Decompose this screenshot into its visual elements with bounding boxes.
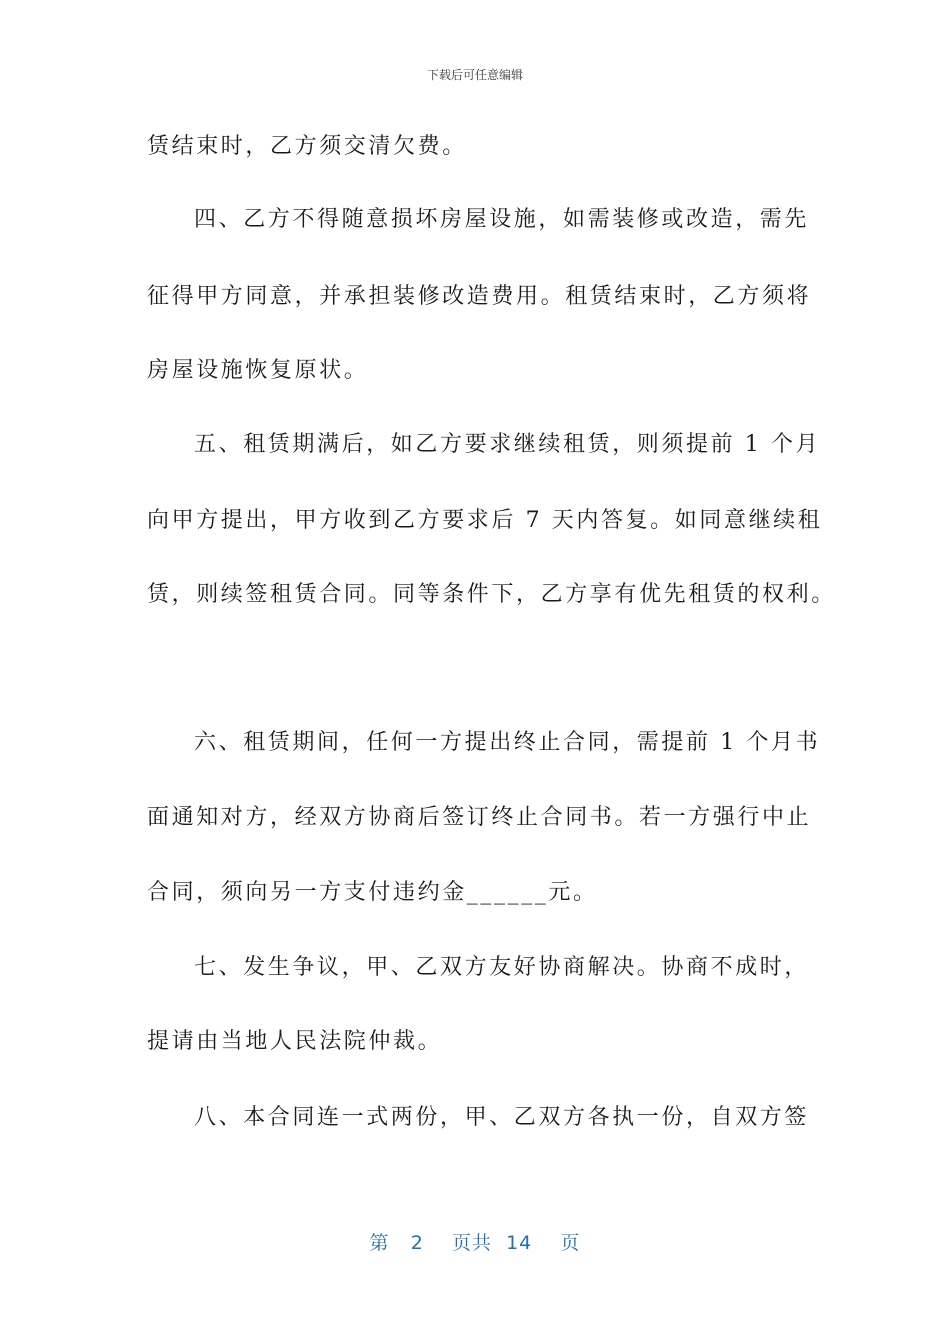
body-line: 征得甲方同意，并承担装修改造费用。租赁结束时，乙方须将 (147, 284, 812, 309)
body-line: 合同，须向另一方支付违约金______元。 (147, 880, 598, 905)
clause-5-line: 五、租赁期满后，如乙方要求继续租赁，则须提前 1 个月 (194, 432, 821, 457)
clause-7-line: 七、发生争议，甲、乙双方友好协商解决。协商不成时， (194, 955, 810, 980)
page-header: 下载后可任意编辑 (426, 68, 523, 82)
current-page-number: 2 (410, 1232, 424, 1254)
body-line: 赁，则续签租赁合同。同等条件下，乙方享有优先租赁的权利。 (147, 582, 836, 607)
footer-prefix: 第 (369, 1232, 390, 1254)
clause-4-line: 四、乙方不得随意损坏房屋设施，如需装修或改造，需先 (194, 207, 810, 232)
clause-8-line: 八、本合同连一式两份，甲、乙双方各执一份，自双方签 (194, 1105, 810, 1130)
body-line: 向甲方提出，甲方收到乙方要求后 7 天内答复。如同意继续租 (147, 508, 823, 533)
body-line: 提请由当地人民法院仲裁。 (147, 1029, 443, 1054)
clause-6-line: 六、租赁期间，任何一方提出终止合同，需提前 1 个月书 (194, 730, 821, 755)
footer-suffix: 页 (560, 1232, 581, 1254)
body-line: 赁结束时，乙方须交清欠费。 (147, 134, 467, 159)
total-page-count: 14 (506, 1232, 533, 1254)
body-line: 房屋设施恢复原状。 (147, 358, 369, 383)
page-footer (0, 1228, 950, 1255)
footer-middle: 页共 (451, 1232, 492, 1254)
body-line: 面通知对方，经双方协商后签订终止合同书。若一方强行中止 (147, 805, 812, 830)
